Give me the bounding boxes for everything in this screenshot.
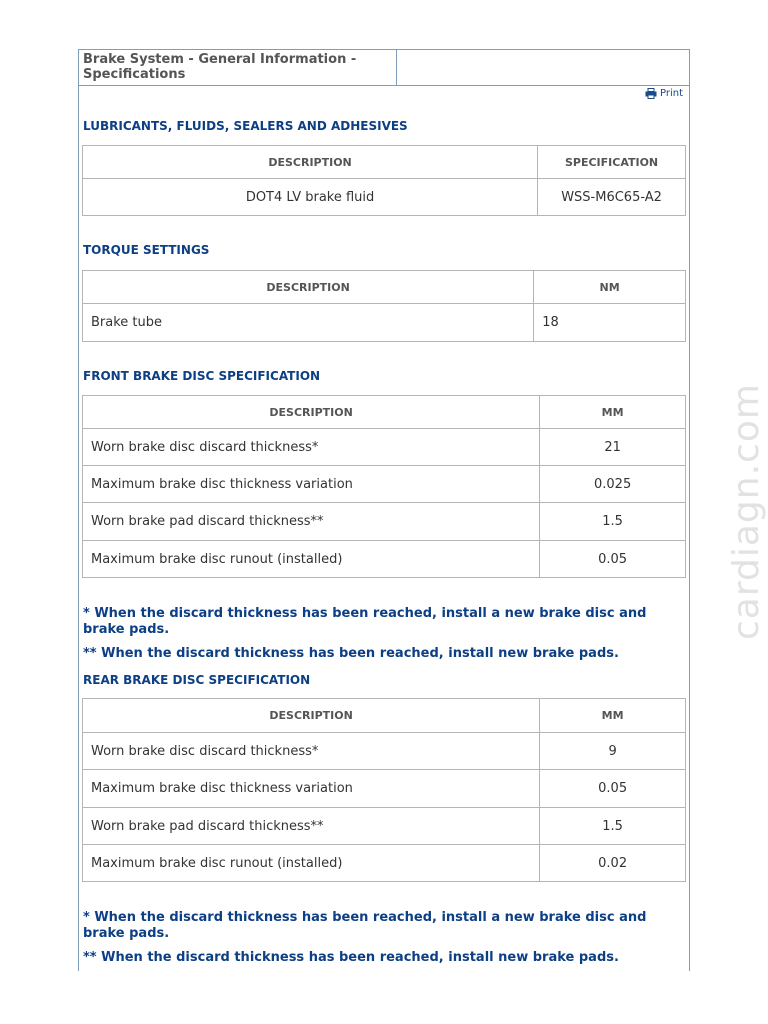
cell-value: 9 bbox=[540, 733, 686, 770]
cell-description: Maximum brake disc runout (installed) bbox=[83, 845, 540, 882]
print-label[interactable]: Print bbox=[659, 88, 683, 99]
column-header-specification: SPECIFICATION bbox=[538, 146, 686, 179]
title-bar bbox=[79, 50, 689, 86]
cell-value: 21 bbox=[540, 429, 686, 466]
column-header-description: DESCRIPTION bbox=[83, 146, 538, 179]
cell-description: DOT4 LV brake fluid bbox=[83, 179, 538, 216]
column-header-mm: MM bbox=[540, 396, 686, 429]
cell-value: 0.05 bbox=[540, 770, 686, 808]
table-header-row bbox=[83, 396, 686, 429]
cell-value: 0.025 bbox=[540, 466, 686, 503]
table-row bbox=[83, 179, 686, 216]
table-row bbox=[83, 466, 686, 503]
watermark: cardiagn.com bbox=[726, 383, 767, 640]
cell-value: 0.02 bbox=[540, 845, 686, 882]
column-header-description: DESCRIPTION bbox=[83, 271, 534, 304]
lubricants-table bbox=[82, 145, 686, 216]
section-title-rear-disc: REAR BRAKE DISC SPECIFICATION bbox=[83, 673, 311, 687]
document-frame bbox=[78, 49, 690, 971]
table-row bbox=[83, 845, 686, 882]
table-row bbox=[83, 429, 686, 466]
cell-description: Worn brake disc discard thickness* bbox=[83, 733, 540, 770]
front-disc-note-2: ** When the discard thickness has been reached, install new brake pads. bbox=[83, 646, 619, 661]
cell-specification: WSS-M6C65-A2 bbox=[538, 179, 686, 216]
column-header-nm: NM bbox=[534, 271, 686, 304]
table-header-row bbox=[83, 699, 686, 733]
cell-value: 1.5 bbox=[540, 808, 686, 845]
print-link[interactable] bbox=[645, 88, 683, 99]
front-disc-note-1: * When the discard thickness has been reached, install a new brake disc and brake pads. bbox=[83, 606, 647, 637]
table-header-row bbox=[83, 146, 686, 179]
table-row bbox=[83, 808, 686, 845]
cell-description: Maximum brake disc thickness variation bbox=[83, 770, 540, 808]
table-row bbox=[83, 770, 686, 808]
cell-value: 1.5 bbox=[540, 503, 686, 541]
section-title-lubricants: LUBRICANTS, FLUIDS, SEALERS AND ADHESIVES bbox=[83, 119, 408, 133]
section-title-torque: TORQUE SETTINGS bbox=[83, 243, 210, 257]
cell-value: 18 bbox=[534, 304, 686, 342]
cell-description: Maximum brake disc thickness variation bbox=[83, 466, 540, 503]
rear-disc-note-1: * When the discard thickness has been reached, install a new brake disc and brake pads. bbox=[83, 910, 647, 941]
column-header-mm: MM bbox=[540, 699, 686, 733]
cell-description: Worn brake pad discard thickness** bbox=[83, 808, 540, 845]
column-header-description: DESCRIPTION bbox=[83, 699, 540, 733]
table-row bbox=[83, 541, 686, 578]
cell-description: Worn brake disc discard thickness* bbox=[83, 429, 540, 466]
front-disc-table bbox=[82, 395, 686, 578]
cell-description: Maximum brake disc runout (installed) bbox=[83, 541, 540, 578]
column-header-description: DESCRIPTION bbox=[83, 396, 540, 429]
table-row bbox=[83, 733, 686, 770]
table-row bbox=[83, 503, 686, 541]
table-header-row bbox=[83, 271, 686, 304]
section-title-front-disc: FRONT BRAKE DISC SPECIFICATION bbox=[83, 369, 321, 383]
cell-description: Worn brake pad discard thickness** bbox=[83, 503, 540, 541]
printer-icon bbox=[645, 88, 657, 99]
torque-table bbox=[82, 270, 686, 342]
cell-description: Brake tube bbox=[83, 304, 534, 342]
cell-value: 0.05 bbox=[540, 541, 686, 578]
page-title: Brake System - General Information - Specifications bbox=[79, 50, 397, 85]
rear-disc-note-2: ** When the discard thickness has been reached, install new brake pads. bbox=[83, 950, 619, 965]
table-row bbox=[83, 304, 686, 342]
rear-disc-table bbox=[82, 698, 686, 882]
